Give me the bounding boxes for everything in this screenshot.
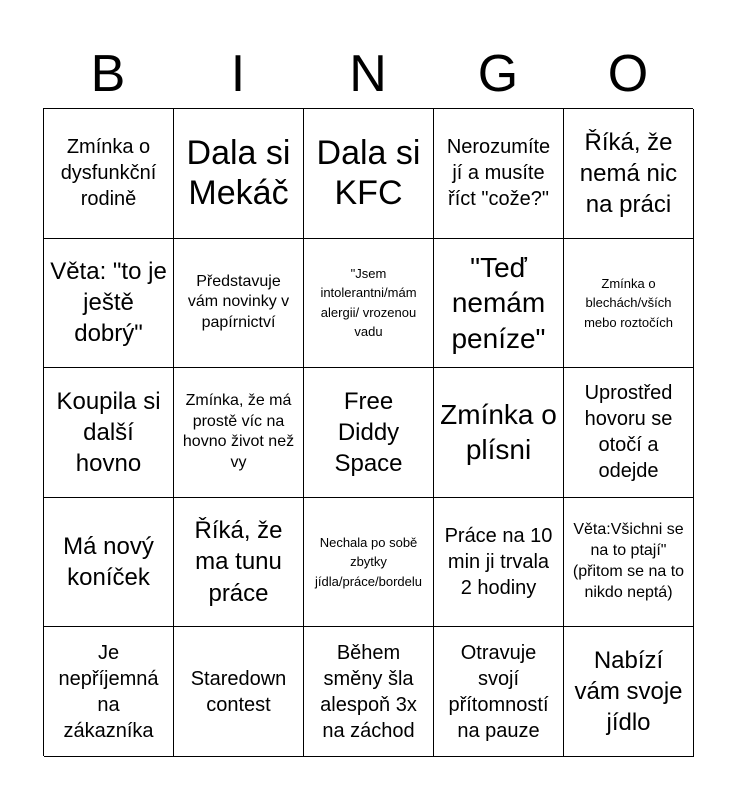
bingo-cell[interactable]: Práce na 10 min ji trvala 2 hodiny [434, 498, 564, 628]
bingo-cell[interactable]: Otravuje svojí přítomností na pauze [434, 627, 564, 757]
bingo-cell[interactable]: Zmínka, že má prostě víc na hovno život než vy [174, 368, 304, 498]
bingo-cell[interactable]: Zmínka o plísni [434, 368, 564, 498]
bingo-cell[interactable]: Nechala po sobě zbytky jídla/práce/bordelu [304, 498, 434, 628]
bingo-cell[interactable]: Free Diddy Space [304, 368, 434, 498]
bingo-cell[interactable]: Zmínka o blechách/vších mebo roztočích [564, 239, 694, 369]
bingo-cell[interactable]: Je nepříjemná na zákazníka [44, 627, 174, 757]
header-letter-n: N [349, 45, 387, 103]
header-letter-i: I [230, 45, 246, 103]
bingo-cell[interactable]: Koupila si další hovno [44, 368, 174, 498]
header-letter-o: O [607, 45, 649, 103]
bingo-board [43, 108, 693, 756]
bingo-cell[interactable]: Říká, že nemá nic na práci [564, 109, 694, 239]
bingo-header [43, 40, 693, 108]
bingo-cell[interactable]: Říká, že ma tunu práce [174, 498, 304, 628]
bingo-cell[interactable]: Věta: "to je ještě dobrý" [44, 239, 174, 369]
bingo-cell[interactable]: Během směny šla alespoň 3x na záchod [304, 627, 434, 757]
bingo-cell[interactable]: Dala si Mekáč [174, 109, 304, 239]
bingo-cell[interactable]: Věta:Všichni se na to ptají"(přitom se na to nikdo neptá) [564, 498, 694, 628]
bingo-cell[interactable]: Staredown contest [174, 627, 304, 757]
bingo-cell[interactable]: "Teď nemám peníze" [434, 239, 564, 369]
bingo-cell[interactable]: Nabízí vám svoje jídlo [564, 627, 694, 757]
bingo-cell[interactable]: Představuje vám novinky v papírnictví [174, 239, 304, 369]
bingo-cell[interactable]: Dala si KFC [304, 109, 434, 239]
bingo-cell[interactable]: Má nový koníček [44, 498, 174, 628]
bingo-cell[interactable]: Nerozumíte jí a musíte říct "cože?" [434, 109, 564, 239]
bingo-cell[interactable]: Uprostřed hovoru se otočí a odejde [564, 368, 694, 498]
bingo-cell[interactable]: "Jsem intolerantni/mám alergii/ vrozenou vadu [304, 239, 434, 369]
header-letter-g: G [477, 45, 519, 103]
bingo-cell[interactable]: Zmínka o dysfunkční rodině [44, 109, 174, 239]
header-letter-b: B [90, 45, 126, 103]
